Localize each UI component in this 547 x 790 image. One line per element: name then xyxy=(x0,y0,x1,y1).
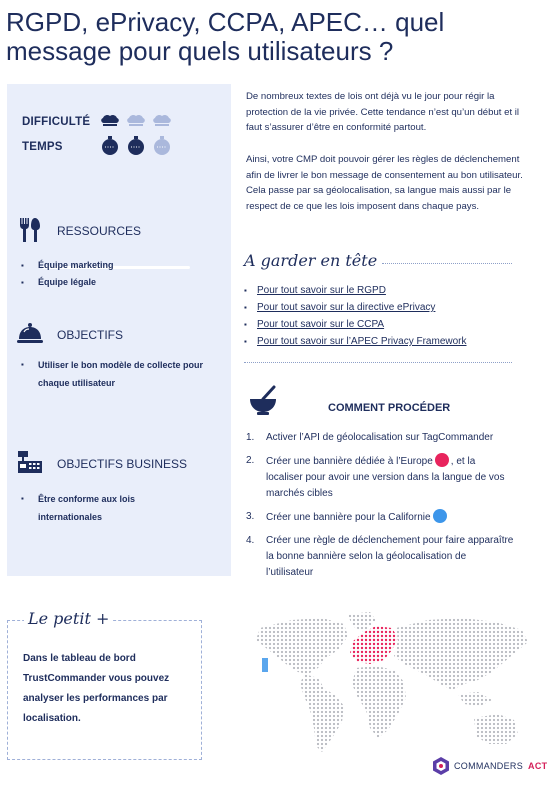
intro-paragraph-2: Ainsi, votre CMP doit pouvoir gérer les règles de déclenchement afin de livrer le bon message de consentement au bon utilisateur. Cela passe par sa géolocalisation, sa langue mais aussi par le respect de ce que les lois imposent dans chaque pays. xyxy=(246,154,523,212)
mixing-bowl-icon xyxy=(249,385,277,415)
step-item xyxy=(246,453,514,502)
time-rating xyxy=(100,136,172,156)
step-item xyxy=(246,509,514,526)
page-title-line2: message pour quels utilisateurs ? xyxy=(6,36,394,66)
brand-accent: ACT xyxy=(528,761,547,771)
page-title xyxy=(6,8,526,66)
world-map-illustration xyxy=(252,610,532,760)
business-title: OBJECTIFS BUSINESS xyxy=(57,457,188,471)
list-item: ▪ Être conforme aux lois internationales xyxy=(21,490,171,526)
step-number: 2. xyxy=(246,455,255,466)
key-points-title: A garder en tête xyxy=(244,251,378,270)
step-text: Créer une règle de déclenchement pour faire apparaître la bonne bannière selon la géolocalisation de l’utilisateur xyxy=(266,535,514,578)
north-america-landmass xyxy=(256,618,348,674)
step-text: Activer l’API de géolocalisation sur TagCommander xyxy=(266,432,494,443)
timer-icon xyxy=(126,136,146,156)
key-points-links xyxy=(244,282,467,350)
africa-landmass xyxy=(352,666,406,738)
apec-link[interactable]: Pour tout savoir sur l’APEC Privacy Framework xyxy=(257,336,467,347)
step-number: 3. xyxy=(246,511,255,522)
difficulty-rating xyxy=(100,114,172,126)
procedure-title: COMMENT PROCÉDER xyxy=(328,402,451,414)
link-item[interactable] xyxy=(244,316,467,333)
australia-landmass xyxy=(474,714,518,744)
key-points-divider xyxy=(382,263,512,264)
step-text: Créer une bannière pour la Californie xyxy=(266,512,431,523)
time-label: TEMPS xyxy=(22,141,63,153)
business-list xyxy=(21,490,171,526)
timer-icon xyxy=(100,136,120,156)
objectives-title: OBJECTIFS xyxy=(57,328,124,342)
step-text: Créer une bannière dédiée à l’Europe xyxy=(266,456,433,467)
link-item[interactable] xyxy=(244,333,467,350)
resources-title: RESSOURCES xyxy=(57,224,142,238)
cloche-icon xyxy=(17,320,43,346)
asia-landmass xyxy=(394,618,528,690)
brand-name: COMMANDERS xyxy=(454,761,524,771)
resources-list xyxy=(21,257,211,291)
europe-marker-icon xyxy=(435,453,449,467)
kitchen-utensils-icon xyxy=(17,217,43,243)
tip-text: Dans le tableau de bord TrustCommander vous pouvez analyser les performances par localisation. xyxy=(23,653,170,724)
section-divider xyxy=(244,362,512,363)
page-title-line1: RGPD, ePrivacy, CCPA, APEC… quel xyxy=(6,7,445,37)
objectives-list xyxy=(21,356,211,392)
timer-icon xyxy=(152,136,172,156)
rgpd-link[interactable]: Pour tout savoir sur le RGPD xyxy=(257,285,386,296)
commanders-act-logo-icon xyxy=(433,757,449,775)
cash-register-icon xyxy=(17,450,43,476)
chef-hat-icon xyxy=(126,114,146,126)
list-item: ▪ Utiliser le bon modèle de collecte pour chaque utilisateur xyxy=(21,356,211,392)
step-item xyxy=(246,533,514,581)
chef-hat-icon xyxy=(100,114,120,126)
intro-paragraph-1: De nombreux textes de lois ont déjà vu le jour pour régir la protection de la vie privée. Cette tendance n’est qu’un début et il faut s’assurer d’être en conformité partout. xyxy=(246,91,520,133)
step-item xyxy=(246,430,514,446)
ccpa-link[interactable]: Pour tout savoir sur le CCPA xyxy=(257,319,385,330)
list-item: ▪ Équipe marketing xyxy=(21,257,211,274)
step-text-continued: , et la localiser pour avoir une version dans la langue de vos marchés cibles xyxy=(266,456,505,499)
step-number: 4. xyxy=(246,535,255,546)
link-item[interactable] xyxy=(244,299,467,316)
list-item: ▪ Équipe légale xyxy=(21,274,211,291)
tip-box xyxy=(7,609,202,760)
recipe-panel xyxy=(7,84,231,576)
chef-hat-icon xyxy=(152,114,172,126)
tip-title: Le petit + xyxy=(24,609,113,628)
california-marker-icon xyxy=(433,509,447,523)
procedure-steps xyxy=(246,430,514,588)
south-america-landmass xyxy=(300,674,344,752)
california-highlight xyxy=(262,658,268,672)
eprivacy-link[interactable]: Pour tout savoir sur la directive ePrivacy xyxy=(257,302,436,313)
europe-highlight xyxy=(350,626,398,664)
southeast-asia-landmass xyxy=(458,692,492,706)
difficulty-label: DIFFICULTÉ xyxy=(22,116,91,128)
link-item[interactable] xyxy=(244,282,467,299)
brand-logo xyxy=(433,757,547,775)
step-number: 1. xyxy=(246,432,255,443)
